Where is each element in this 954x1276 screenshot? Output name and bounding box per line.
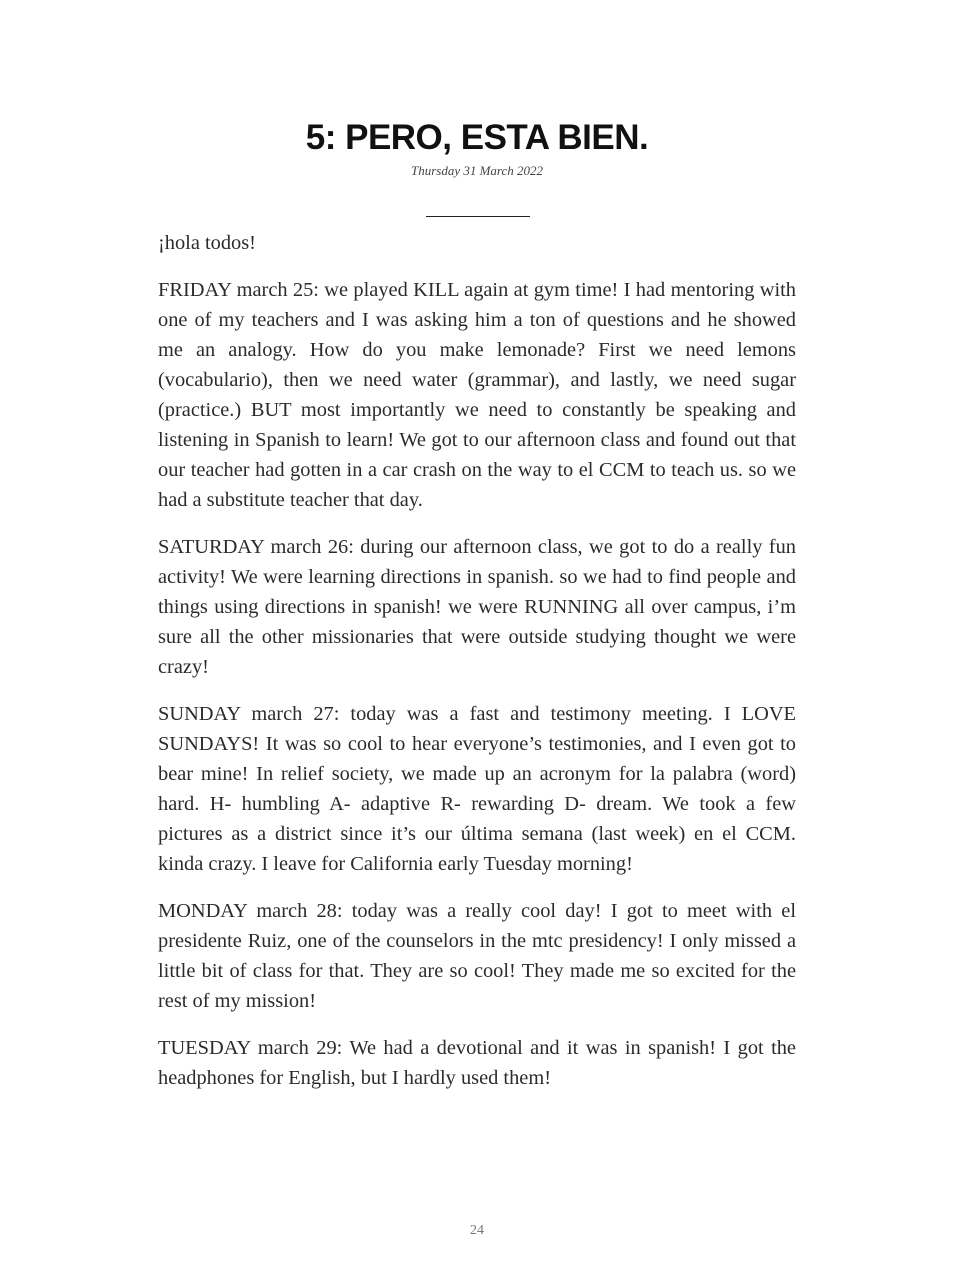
monday-paragraph: MONDAY march 28: today was a really cool day! I got to meet with el presidente Ruiz, one of the counselors in the mtc presidency! I only missed a little bit of class for that. They are so cool! They made me so excited for the rest of my mission!: [158, 900, 796, 1012]
page-number: 24: [470, 1223, 484, 1238]
title-divider: [426, 216, 530, 217]
chapter-date: Thursday 31 March 2022: [410, 163, 544, 178]
saturday-paragraph: SATURDAY march 26: during our afternoon class, we got to do a really fun activity! We were learning directions in spanish. so we had to find people and things using directions in spanish! we were RUNNING all over campus, i’m sure all the other missionaries that were outside studying thought we were crazy!: [158, 536, 796, 678]
tuesday-paragraph: TUESDAY march 29: We had a devotional and it was in spanish! I got the headphones for English, but I hardly used them!: [158, 1037, 796, 1089]
friday-paragraph: FRIDAY march 25: we played KILL again at gym time! I had mentoring with one of my teachers and I was asking him a ton of questions and he showed me an analogy. How do you make lemonade? First we need lemons (vocabulario), then we need water (grammar), and lastly, we need sugar (practice.) BUT most importantly we need to constantly be speaking and listening in Spanish to learn! We got to our afternoon class and found out that our teacher had gotten in a car crash on the way to el CCM to teach us. so we had a substitute teacher that day.: [158, 279, 796, 511]
greeting-paragraph: ¡hola todos!: [158, 232, 256, 254]
body-text: [158, 228, 796, 1110]
sunday-paragraph: SUNDAY march 27: today was a fast and testimony meeting. I LOVE SUNDAYS! It was so cool to hear everyone’s testimonies, and I even got to bear mine! In relief society, we made up an acronym for la palabra (word) hard. H- humbling A- adaptive R- rewarding D- dream. We took a few pictures as a district since it’s our última semana (last week) en el CCM. kinda crazy. I leave for California early Tuesday morning!: [158, 703, 796, 875]
chapter-title: 5: PERO, ESTA BIEN.: [305, 118, 649, 157]
